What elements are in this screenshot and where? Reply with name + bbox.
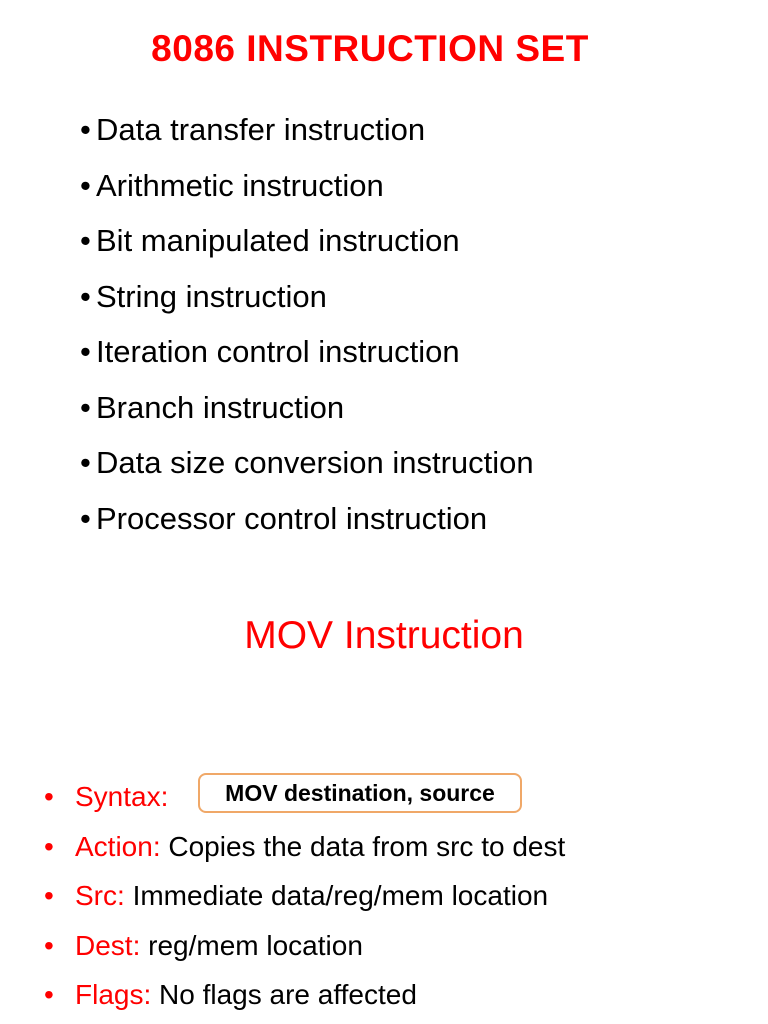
detail-text: No flags are affected <box>159 979 417 1010</box>
list-item-text: Processor control instruction <box>96 500 488 536</box>
detail-label: Dest: <box>75 929 141 961</box>
list-item-text: Bit manipulated instruction <box>96 223 460 258</box>
bullet: • <box>80 500 91 536</box>
detail-label: Action: <box>75 830 161 862</box>
list-item-text: Arithmetic instruction <box>96 167 384 203</box>
list-item-text: Data transfer instruction <box>96 112 426 147</box>
detail-text: Immediate data/reg/mem location <box>132 880 549 911</box>
list-item-text: Iteration control instruction <box>96 334 460 369</box>
instruction-categories-list <box>80 108 534 552</box>
list-item-text: Data size conversion instruction <box>96 445 534 480</box>
bullet: • <box>44 929 54 961</box>
list-item-text: String instruction <box>96 278 327 314</box>
list-item <box>80 164 534 220</box>
detail-flags <box>44 973 565 1023</box>
list-item <box>80 386 534 442</box>
detail-text: reg/mem location <box>148 929 363 961</box>
bullet: • <box>80 223 91 258</box>
list-item <box>80 330 534 386</box>
bullet: • <box>80 112 91 147</box>
bullet: • <box>44 830 54 862</box>
list-item <box>80 441 534 497</box>
list-item <box>80 497 534 553</box>
detail-label: Flags: <box>75 979 152 1010</box>
bullet: • <box>80 278 91 314</box>
bullet: • <box>44 880 54 911</box>
bullet: • <box>80 445 91 480</box>
syntax-box: MOV destination, source <box>198 773 522 813</box>
list-item <box>80 219 534 275</box>
section-title: MOV Instruction <box>244 614 524 657</box>
bullet: • <box>44 979 54 1010</box>
detail-src <box>44 874 565 924</box>
list-item <box>80 275 534 331</box>
detail-label: Src: <box>75 880 125 911</box>
list-item <box>80 108 534 164</box>
bullet: • <box>80 389 91 425</box>
detail-dest <box>44 924 565 974</box>
page-title: 8086 INSTRUCTION SET <box>151 28 589 69</box>
detail-label: Syntax: <box>75 781 169 812</box>
detail-action <box>44 825 565 875</box>
detail-text: Copies the data from src to dest <box>168 830 566 862</box>
list-item-text: Branch instruction <box>96 389 345 425</box>
bullet: • <box>80 167 91 203</box>
bullet: • <box>44 781 54 812</box>
bullet: • <box>80 334 91 369</box>
